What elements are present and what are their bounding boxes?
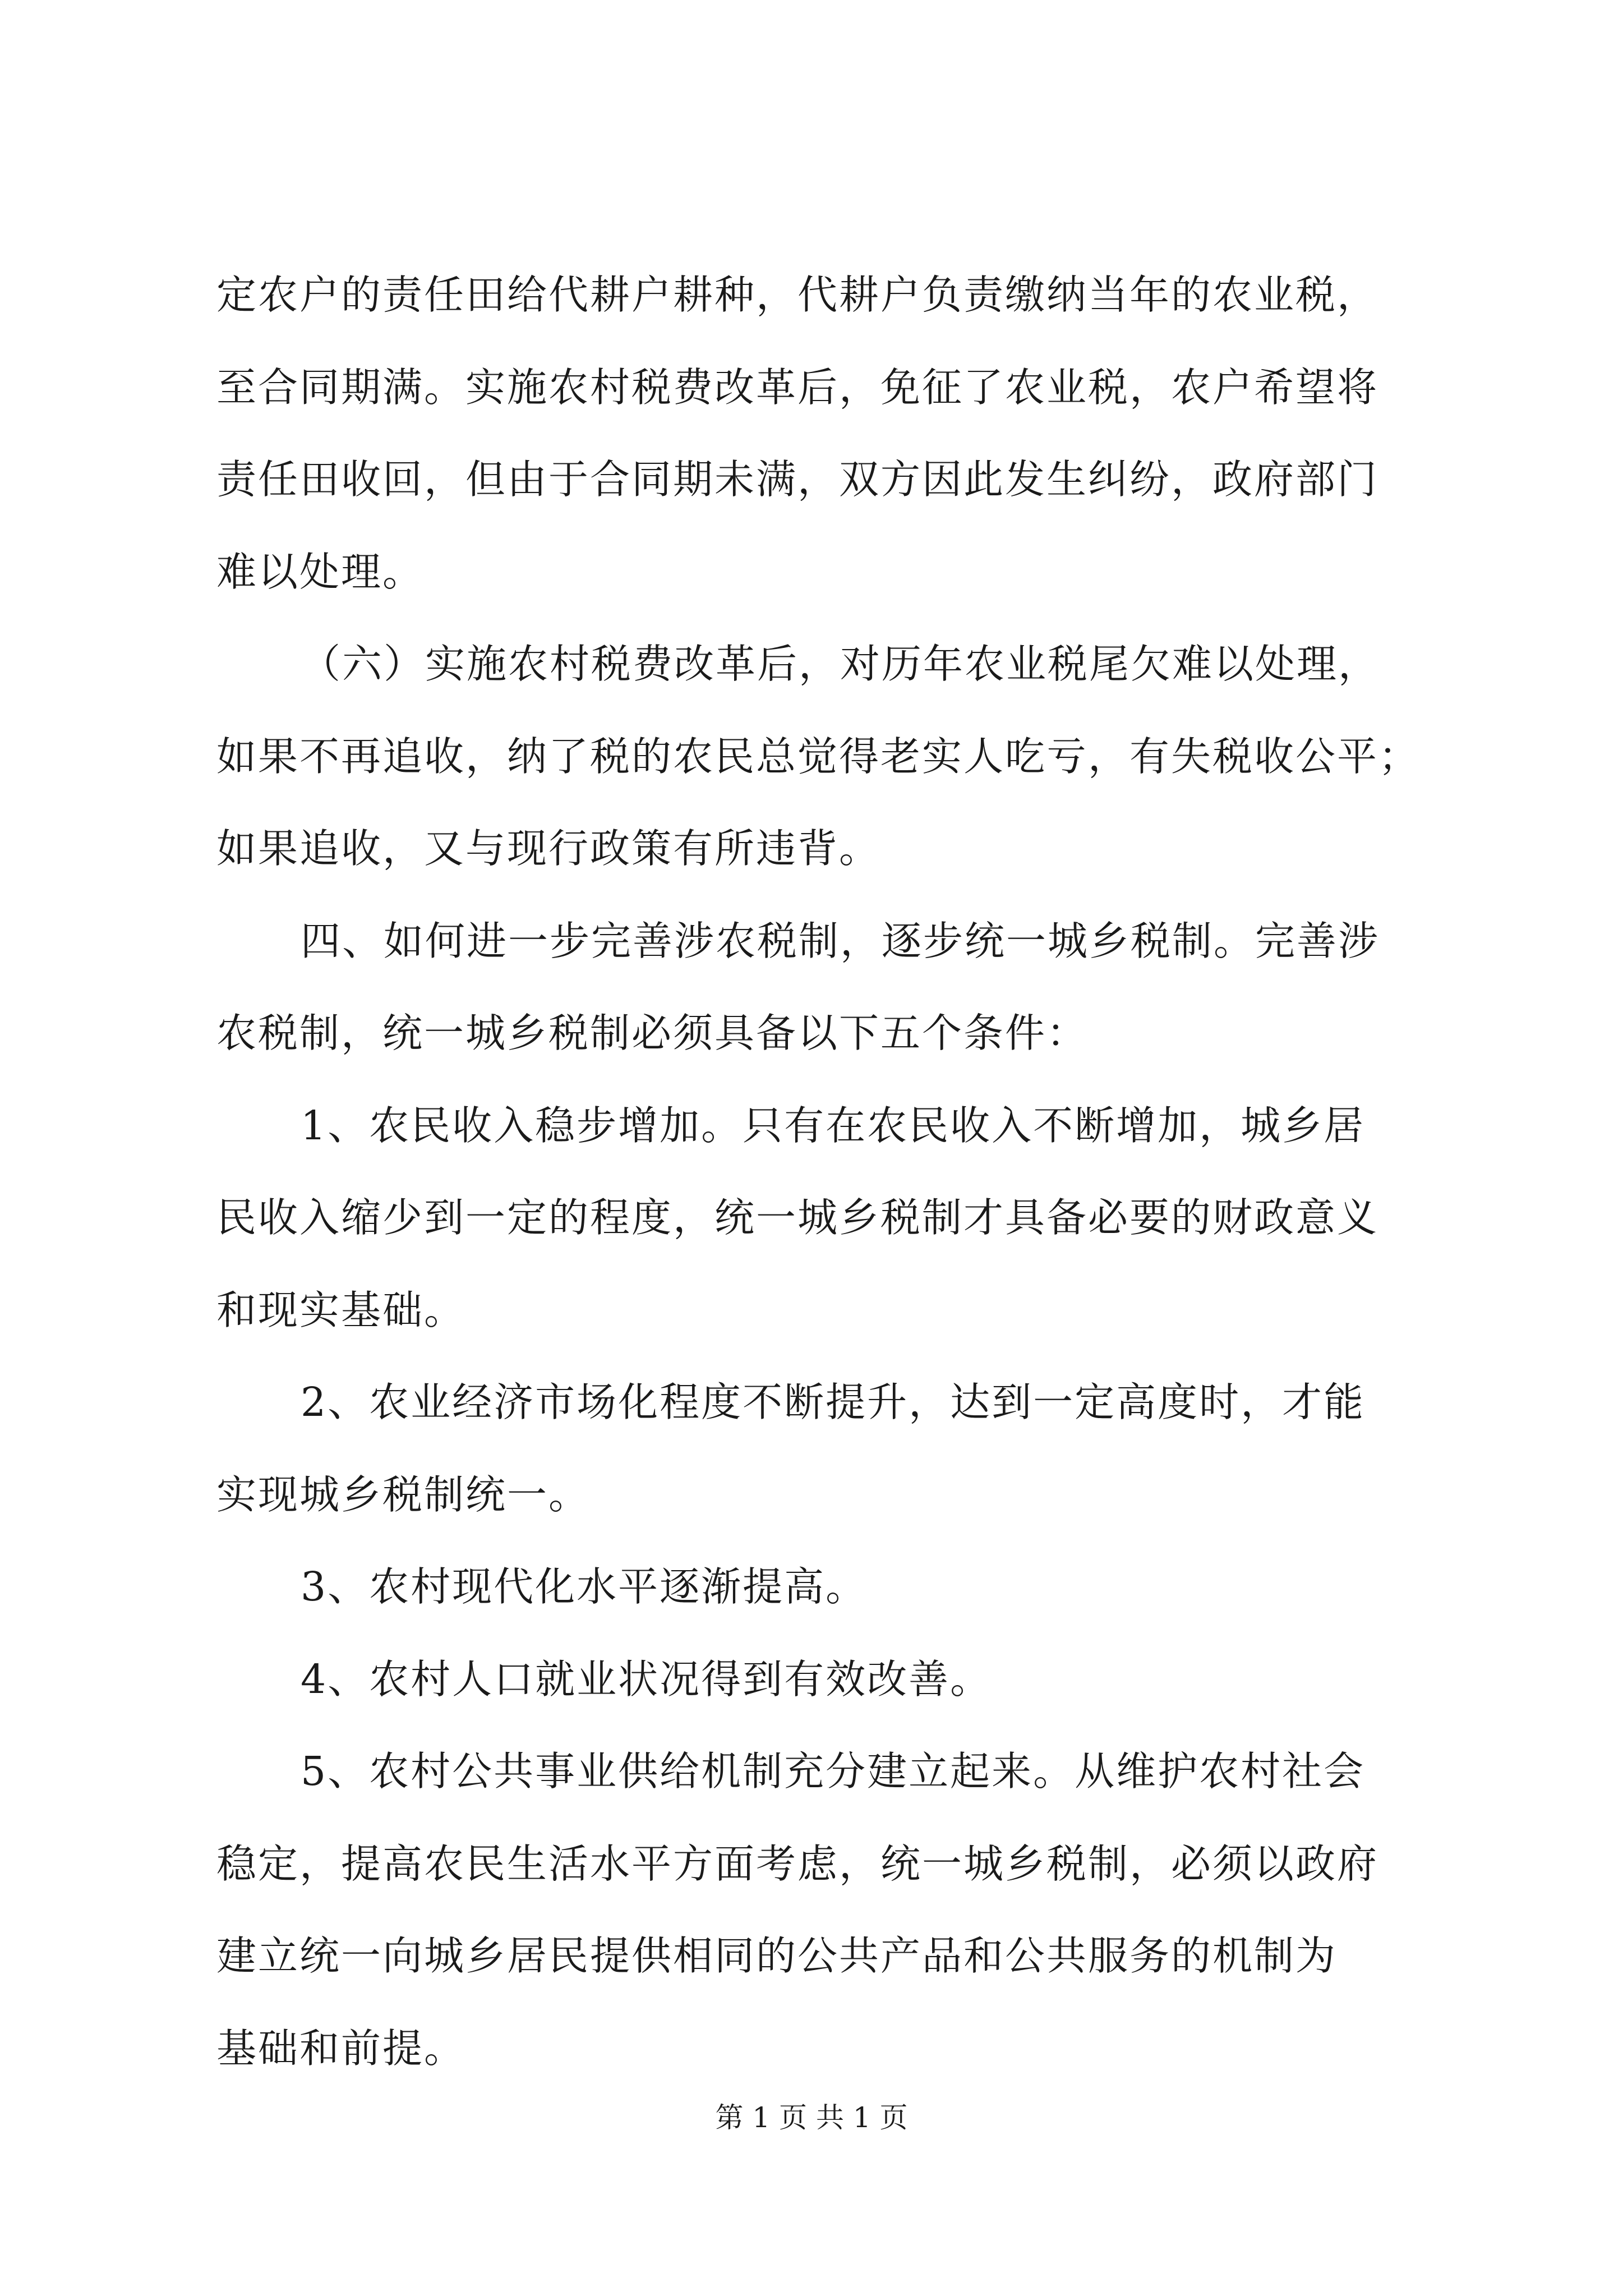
text-line: 责任田收回，但由于合同期未满，双方因此发生纠纷，政府部门 — [216, 456, 1379, 503]
text-line: 实现城乡税制统一。 — [216, 1471, 591, 1518]
text-line: 民收入缩少到一定的程度，统一城乡税制才具备必要的财政意义 — [216, 1194, 1379, 1241]
text-line: 农税制，统一城乡税制必须具备以下五个条件： — [216, 1010, 1089, 1056]
text-line: 如果不再追收，纳了税的农民总觉得老实人吃亏，有失税收公平； — [216, 733, 1421, 780]
text-line: 如果追收，又与现行政策有所违背。 — [216, 825, 881, 872]
text-line: 四、如何进一步完善涉农税制，逐步统一城乡税制。完善涉 — [301, 918, 1380, 964]
text-line: 建立统一向城乡居民提供相同的公共产品和公共服务的机制为 — [216, 1932, 1338, 1979]
text-line: 和现实基础。 — [216, 1287, 466, 1333]
text-line: 2、农业经济市场化程度不断提升，达到一定高度时，才能 — [301, 1379, 1366, 1425]
text-line: 5、农村公共事业供给机制充分建立起来。从维护农村社会 — [301, 1748, 1366, 1795]
text-line: 3、农村现代化水平逐渐提高。 — [301, 1563, 868, 1610]
text-line: 至合同期满。实施农村税费改革后，免征了农业税，农户希望将 — [216, 364, 1379, 411]
text-line: 定农户的责任田给代耕户耕种，代耕户负责缴纳当年的农业税， — [216, 272, 1379, 318]
text-line: 1、农民收入稳步增加。只有在农民收入不断增加，城乡居 — [301, 1102, 1366, 1149]
text-line: 基础和前提。 — [216, 2025, 466, 2072]
text-line: 稳定，提高农民生活水平方面考虑，统一城乡税制，必须以政府 — [216, 1841, 1379, 1887]
text-line: 难以处理。 — [216, 549, 425, 595]
text-line: 4、农村人口就业状况得到有效改善。 — [301, 1656, 992, 1703]
page-footer: 第 1 页 共 1 页 — [715, 2101, 908, 2134]
text-line: （六）实施农村税费改革后，对历年农业税尾欠难以处理， — [301, 641, 1380, 687]
